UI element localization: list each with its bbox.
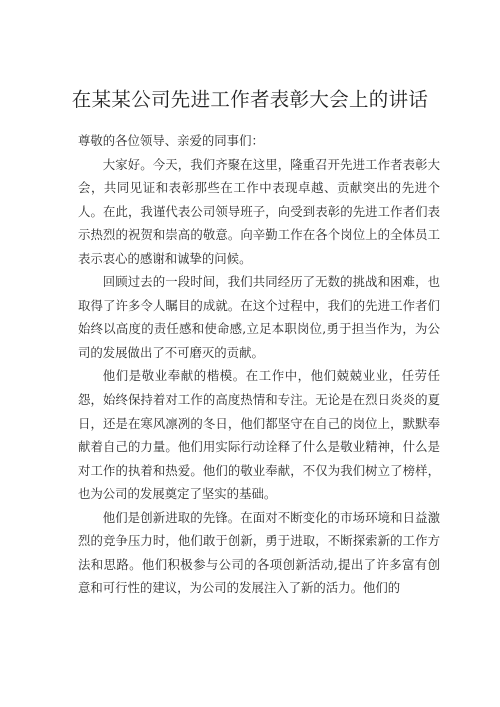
- paragraph-2: 回顾过去的一段时间，我们共同经历了无数的挑战和困难，也取得了许多令人瞩目的成就。在这个过程中，我们的先进工作者们始终以高度的责任感和使命感,立足本职岗位,勇于担当作为，为公司的发展做出了不可磨灭的贡献。: [78, 274, 440, 360]
- salutation: 尊敬的各位领导、亲爱的同事们：: [78, 133, 264, 148]
- document-title: 在某某公司先进工作者表彰大会上的讲话: [71, 88, 429, 111]
- paragraph-3: 他们是敬业奉献的楷模。在工作中，他们兢兢业业，任劳任怨，始终保持着对工作的高度热情和专注。无论是在烈日炎炎的夏日，还是在寒风凛冽的冬日，他们都坚守在自己的岗位上，默默奉献着自己的力量。他们用实际行动诠释了什么是敬业精神，什么是对工作的执着和热爱。他们的敬业奉献，不仅为我们树立了榜样，也为公司的发展奠定了坚实的基础。: [78, 368, 440, 502]
- paragraph-4: 他们是创新进取的先锋。在面对不断变化的市场环境和日益激烈的竞争压力时，他们敢于创新，勇于进取，不断探索新的工作方法和思路。他们积极参与公司的各项创新活动,提出了许多富有创意和可行性的建议，为公司的发展注入了新的活力。他们的: [78, 509, 440, 596]
- document-body: [78, 129, 440, 600]
- paragraph-1: 大家好。今天，我们齐聚在这里，隆重召开先进工作者表彰大会，共同见证和表彰那些在工作中表现卓越、贡献突出的先进个人。在此，我谨代表公司领导班子，向受到表彰的先进工作者们表示热烈的祝贺和崇高的敬意。向辛勤工作在各个岗位上的全体员工表示衷心的感谢和诚挚的问候。: [78, 156, 440, 266]
